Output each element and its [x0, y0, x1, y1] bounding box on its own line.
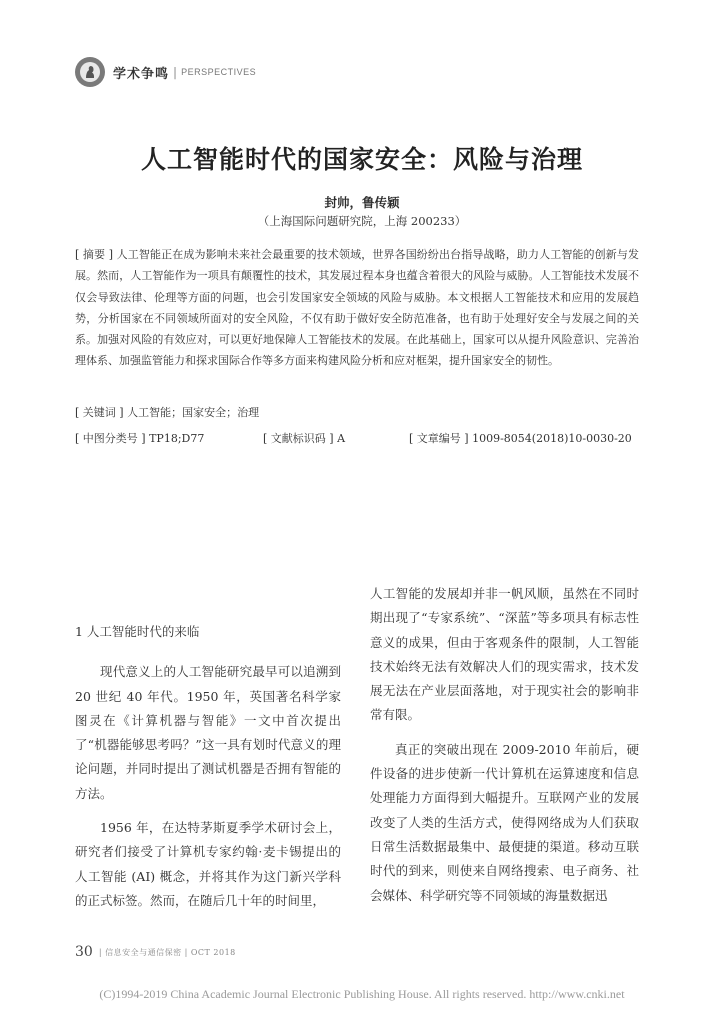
article-number-label: [ 文章编号 ]	[409, 432, 469, 445]
body-column-right	[370, 582, 639, 908]
abstract-label: [ 摘要 ]	[75, 248, 114, 261]
body-paragraph: 现代意义上的人工智能研究最早可以追溯到 20 世纪 40 年代。1950 年，英国著名科学家图灵在《计算机器与智能》一文中首次提出了“机器能够思考吗？”这一具有划时代意义的理论问题，并同时提出了测试机器是否拥有智能的方法。	[75, 664, 341, 801]
doc-code-field	[263, 430, 345, 446]
keywords-label: [ 关键词 ]	[75, 406, 124, 419]
paper-affiliation: （上海国际问题研究院，上海 200233）	[257, 214, 467, 228]
clc-value: TP18;D77	[149, 432, 205, 445]
copyright-notice: (C)1994-2019 China Academic Journal Electronic Publishing House. All rights reserved. http://www.cnki.net	[99, 987, 625, 1001]
journal-name: | 信息安全与通信保密 | OCT 2018	[98, 947, 236, 957]
keywords	[75, 404, 259, 420]
section-title-cn: 学术争鸣	[113, 66, 170, 82]
abstract-text: 人工智能正在成为影响未来社会最重要的技术领域，世界各国纷纷出台指导战略，助力人工智能的创新与发展。然而，人工智能作为一项具有颠覆性的技术，其发展过程本身也蕴含着很大的风险与威胁。人工智能技术发展不仅会导致法律、伦理等方面的问题，也会引发国家安全领域的风险与威胁。本文根据人工智能技术和应用的发展趋势，分析国家在不同领域所面对的安全风险，不仅有助于做好安全防范准备，也有助于处理好安全与发展之间的关系。加强对风险的有效应对，可以更好地保障人工智能技术的发展。在此基础上，国家可以从提升风险意识、完善治理体系、加强监管能力和探求国际合作等多方面来构建风险分析和应对框架，提升国家安全的韧性。	[75, 248, 640, 368]
scholar-portrait-icon	[75, 57, 105, 87]
section-heading: 1 人工智能时代的来临	[75, 624, 200, 639]
section-title-en: PERSPECTIVES	[181, 67, 257, 77]
article-number-field	[409, 430, 632, 446]
paper-authors: 封帅，鲁传颖	[324, 195, 400, 210]
abstract	[75, 244, 639, 372]
paper-title: 人工智能时代的国家安全：风险与治理	[140, 145, 583, 174]
clc-label: [ 中图分类号 ]	[75, 432, 146, 445]
page-number: 30	[75, 944, 93, 960]
body-column-left	[75, 620, 341, 913]
body-paragraph: 1956 年，在达特茅斯夏季学术研讨会上，研究者们接受了计算机专家约翰·麦卡锡提出的人工智能 (AI) 概念，并将其作为这门新兴学科的正式标签。然而，在随后几十年的时间里，	[75, 820, 341, 908]
page-footer	[75, 944, 236, 960]
section-separator: |	[173, 65, 178, 79]
body-paragraph: 真正的突破出现在 2009-2010 年前后，硬件设备的进步使新一代计算机在运算速度和信息处理能力方面得到大幅提升。互联网产业的发展改变了人类的生活方式，使得网络成为人们获取日常生活数据最集中、最便捷的渠道。移动互联时代的到来，则使来自网络搜索、电子商务、社会媒体、科学研究等不同领域的海量数据迅	[370, 741, 639, 903]
doc-code-value: A	[337, 432, 346, 445]
section-header	[75, 56, 256, 88]
body-paragraph: 人工智能的发展却并非一帆风顺，虽然在不同时期出现了“专家系统”、“深蓝”等多项具有标志性意义的成果，但由于客观条件的限制，人工智能技术始终无法有效解决人们的现实需求，技术发展无法在产业层面落地，对于现实社会的影响非常有限。	[370, 586, 639, 723]
doc-code-label: [ 文献标识码 ]	[263, 432, 334, 445]
article-number-value: 1009-8054(2018)10-0030-20	[472, 432, 632, 445]
keywords-text: 人工智能；国家安全；治理	[127, 406, 260, 419]
clc-field	[75, 430, 204, 446]
